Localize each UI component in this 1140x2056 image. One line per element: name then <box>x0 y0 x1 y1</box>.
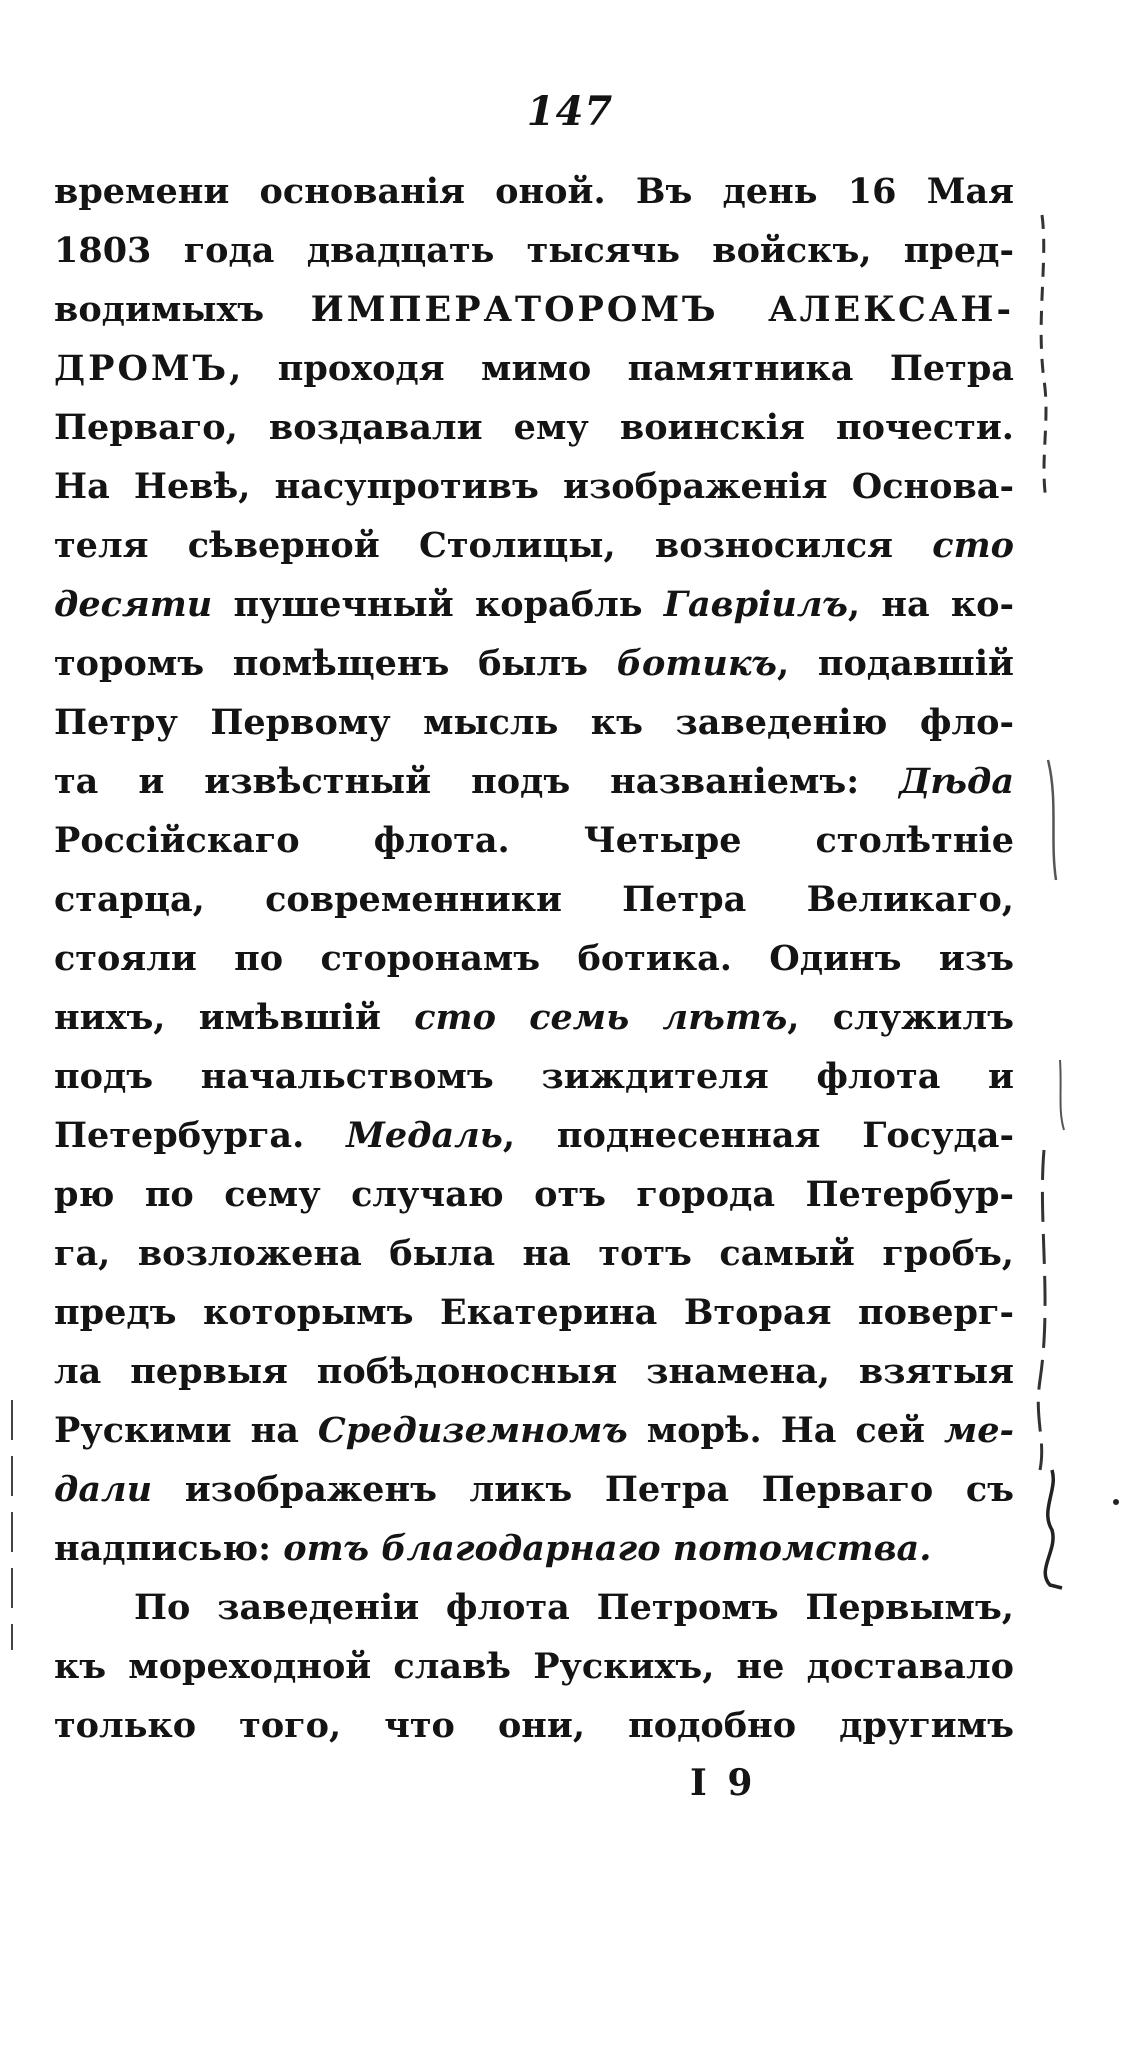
text-line-12: Россійскаго флота. Четыре столѣтніе <box>54 820 1014 861</box>
italic-run: Средиземномъ <box>317 1410 628 1451</box>
ship-name: Гавріилъ <box>663 584 848 625</box>
text-line-16: подъ начальствомъ зиждителя флота и <box>54 1056 1014 1097</box>
text-run: , проходя мимо памятника Петра <box>229 348 1014 389</box>
text-line-6: На Невѣ, насупротивъ изображенія Основа- <box>54 466 1014 507</box>
text-run: торомъ помѣщенъ былъ <box>54 643 589 684</box>
text-line-21: ла первыя побѣдоносныя знамена, взятыя <box>54 1351 1014 1392</box>
text-run: водимыхъ <box>54 289 265 330</box>
text-line-7 <box>54 516 1014 575</box>
text-line-1: времени основанія оной. Въ день 16 Мая <box>54 171 1014 212</box>
text-line-4 <box>54 339 1014 398</box>
italic-run: дали <box>54 1469 153 1510</box>
text-run: изображенъ ликъ Петра Перваго съ <box>184 1469 1014 1510</box>
text-line-2: 1803 года двадцать тысячь войскъ, пред- <box>54 230 1014 271</box>
text-line-10: Петру Первому мысль къ заведенію фло- <box>54 702 1014 743</box>
text-line-5: Перваго, воздавали ему воинскія почести. <box>54 407 1014 448</box>
italic-run: ботикъ <box>616 643 777 684</box>
text-run: нихъ, имѣвшій <box>54 997 381 1038</box>
text-line-22 <box>54 1401 1014 1460</box>
text-line-18: рю по сему случаю отъ города Петербур- <box>54 1174 1014 1215</box>
text-line-25: По заведеніи флота Петромъ Первымъ, <box>134 1587 1014 1628</box>
text-run: та и извѣстный подъ названіемъ: <box>54 761 860 802</box>
italic-run: десяти <box>54 584 213 625</box>
text-run: , на ко- <box>847 584 1015 625</box>
page-number: 147 <box>526 88 614 135</box>
emperor-name-end: ДРОМЪ <box>54 348 230 389</box>
signature-mark: I 9 <box>690 1762 757 1804</box>
text-line-13: старца, современники Петра Великаго, <box>54 879 1014 920</box>
margin-pencil-marks <box>1000 0 1140 2056</box>
text-run: Петербурга. <box>54 1115 305 1156</box>
emperor-name: ИМПЕРАТОРОМЪ АЛЕКСАН- <box>310 289 1015 330</box>
text-line-11 <box>54 752 1014 811</box>
text-line-9 <box>54 634 1014 693</box>
text-line-23 <box>54 1460 1014 1519</box>
text-run: надписью: <box>54 1528 272 1569</box>
italic-run: сто семь лѣтъ <box>414 997 788 1038</box>
left-margin-line <box>0 0 30 2056</box>
text-line-14: стояли по сторонамъ ботика. Одинъ изъ <box>54 938 1014 979</box>
text-run: теля сѣверной Столицы, возносился <box>54 525 893 566</box>
italic-run: отъ благодарнаго потомства. <box>283 1528 932 1569</box>
italic-run: сто <box>932 525 1014 566</box>
italic-run: Медаль <box>346 1115 503 1156</box>
text-line-19: га, возложена была на тотъ самый гробъ, <box>54 1233 1014 1274</box>
text-line-27: только того, что они, подобно другимъ <box>54 1705 1014 1746</box>
text-line-26: къ мореходной славѣ Рускихъ, не доставало <box>54 1646 1014 1687</box>
text-line-3 <box>54 280 1014 339</box>
body-text <box>54 162 1014 1755</box>
text-run: пушечный корабль <box>233 584 643 625</box>
text-run: Рускими на <box>54 1410 299 1451</box>
text-line-20: предъ которымъ Екатерина Вторая поверг- <box>54 1292 1014 1333</box>
text-run: , подавшій <box>776 643 1015 684</box>
text-line-17 <box>54 1106 1014 1165</box>
italic-run: Дѣда <box>899 761 1015 802</box>
italic-run: ме- <box>943 1410 1015 1451</box>
text-run: , поднесенная Госуда- <box>502 1115 1014 1156</box>
text-run: морѣ. На сей <box>646 1410 925 1451</box>
text-line-8 <box>54 575 1014 634</box>
text-run: , служилъ <box>787 997 1014 1038</box>
text-line-24 <box>54 1519 1014 1578</box>
text-line-15 <box>54 988 1014 1047</box>
